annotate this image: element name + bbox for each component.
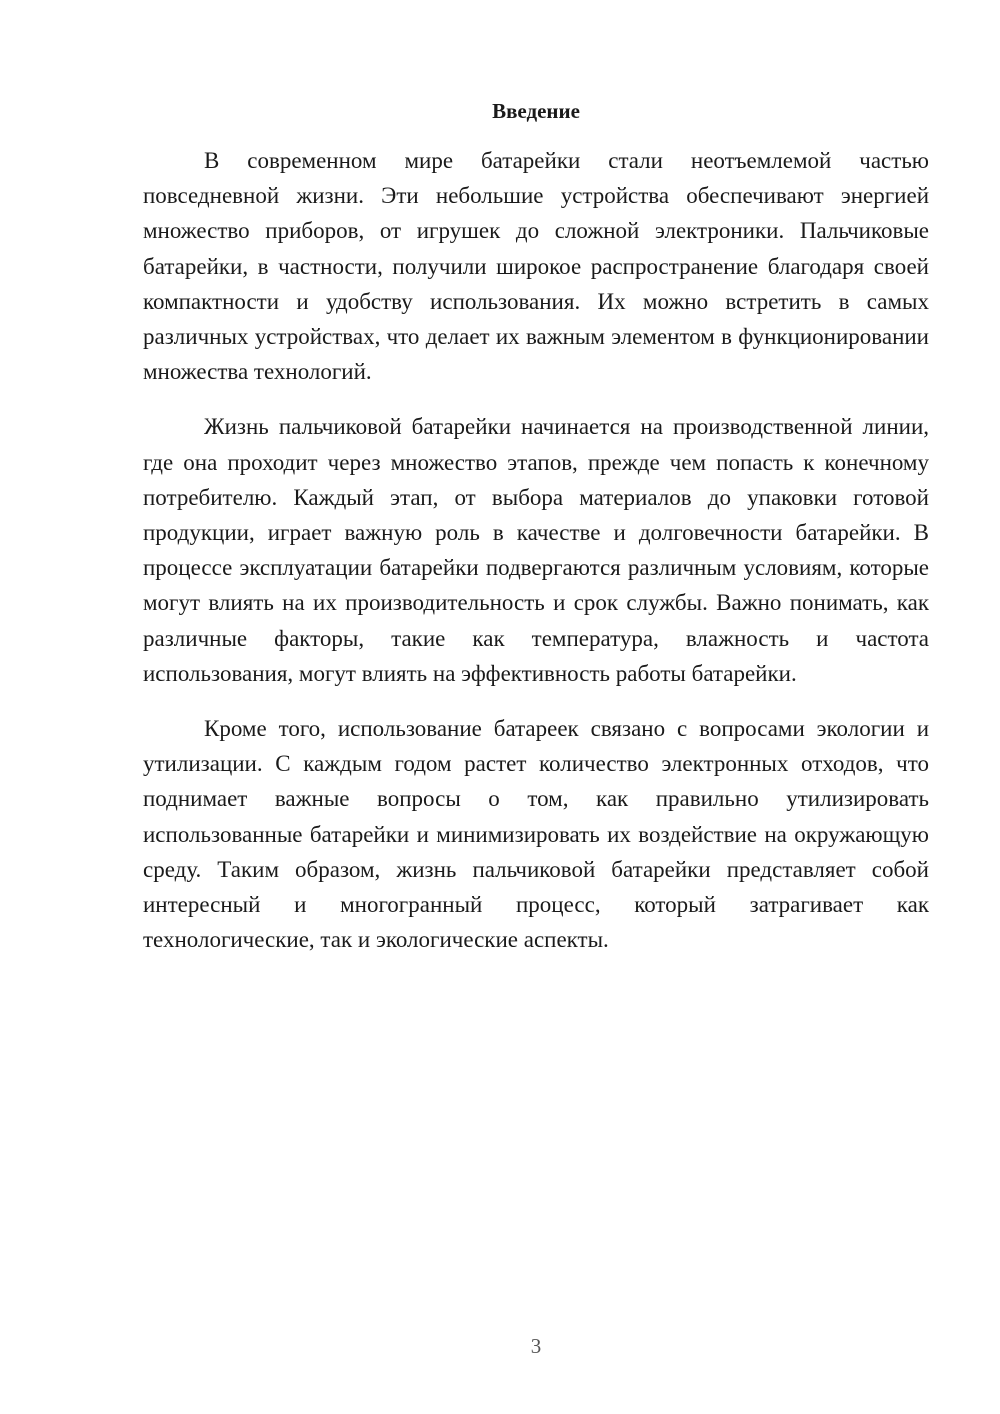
section-title: Введение [492,99,580,123]
paragraph-2: Жизнь пальчиковой батарейки начинается на производственной линии, где она проходит через множество этапов, прежде чем попасть к конечному потребителю. Каждый этап, от выбора материалов до упаковки готовой продукции, играет важную роль в качестве и долговечности батарейки. В процессе эксплуатации батарейки подвергаются различным условиям, которые могут влиять на их производительность и срок службы. Важно понимать, как различные факторы, такие как температура, влажность и частота использования, могут влиять на эффективность работы батарейки. [143,414,929,686]
page-number: 3 [530,1334,542,1358]
paragraph-1: В современном мире батарейки стали неотъемлемой частью повседневной жизни. Эти небольшие устройства обеспечивают энергией множество приборов, от игрушек до сложной электроники. Пальчиковые батарейки, в частности, получили широкое распространение благодаря своей компактности и удобству использования. Их можно встретить в самых различных устройствах, что делает их важным элементом в функционировании множества технологий. [143,148,929,385]
body-text [143,143,929,977]
paragraph-3: Кроме того, использование батареек связано с вопросами экологии и утилизации. С каждым годом растет количество электронных отходов, что поднимает важные вопросы о том, как правильно утилизировать использованные батарейки и минимизировать их воздействие на окружающую среду. Таким образом, жизнь пальчиковой батарейки представляет собой интересный и многогранный процесс, который затрагивает как технологические, так и экологические аспекты. [143,716,929,953]
